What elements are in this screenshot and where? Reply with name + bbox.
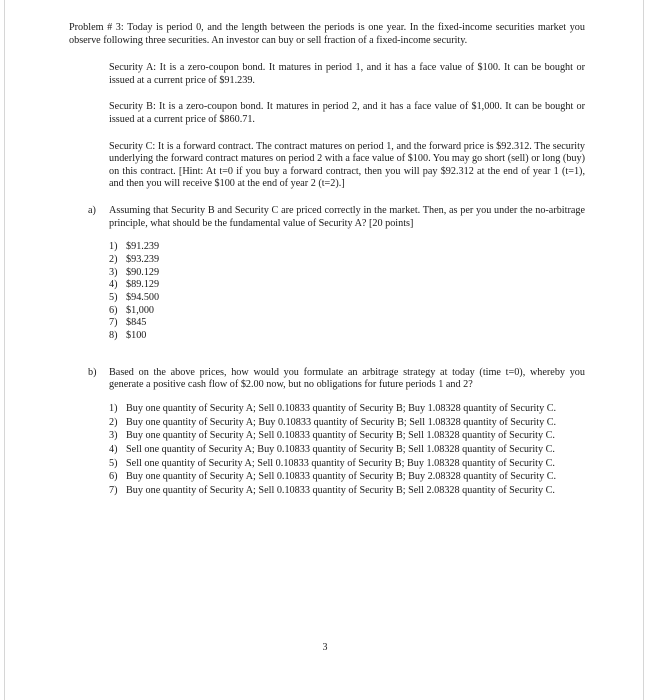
security-a-description: Security A: It is a zero-coupon bond. It matures in period 1, and it has a face value of $100. It can be bought or issued at a current price of $91.239. [109, 62, 585, 86]
option-b-3: 3) Buy one quantity of Security A; Sell 0.10833 quantity of Security B; Sell 1.08328 quantity of Security C. [109, 430, 555, 442]
page-number: 3 [322, 642, 328, 653]
option-a-6: 6) $1,000 [109, 304, 155, 316]
question-a-label: a) [88, 204, 96, 216]
problem-intro: Problem # 3: Today is period 0, and the length between the periods is one year. In the fixed-income securities market you observe following three securities. An investor can buy or sell fraction of a fixed-income security. [69, 22, 585, 46]
option-b-7: 7) Buy one quantity of Security A; Sell 0.10833 quantity of Security B; Sell 2.08328 quantity of Security C. [109, 485, 555, 497]
option-a-5: 5) $94.500 [109, 291, 160, 303]
page-content [69, 22, 585, 499]
question-b-label: b) [88, 366, 97, 378]
question-a-text: Assuming that Security B and Security C are priced correctly in the market. Then, as per you under the no-arbitrage principle, what should be the fundamental value of Security A? [20 points] [109, 204, 585, 229]
option-b-6: 6) Buy one quantity of Security A; Sell 0.10833 quantity of Security B; Buy 2.08328 quantity of Security C. [109, 471, 557, 483]
option-b-2: 2) Buy one quantity of Security A; Buy 0.10833 quantity of Security B; Sell 1.08328 quantity of Security C. [109, 416, 557, 428]
option-a-4: 4) $89.129 [109, 279, 160, 291]
question-b-options [109, 403, 585, 498]
question-b [88, 366, 585, 392]
security-b-description: Security B: It is a zero-coupon bond. It matures in period 2, and it has a face value of $1,000. It can be bought or issued at a current price of $860.71. [109, 101, 585, 125]
question-b-text: Based on the above prices, how would you formulate an arbitrage strategy at today (time t=0), whereby you generate a positive cash flow of $2.00 now, but no obligations for future periods 1 and 2? [109, 366, 585, 391]
question-a [88, 204, 585, 230]
option-b-4: 4) Sell one quantity of Security A; Buy 0.10833 quantity of Security B; Sell 1.08328 quantity of Security C. [109, 444, 555, 456]
option-a-8: 8) $100 [109, 330, 147, 342]
option-a-2: 2) $93.239 [109, 253, 160, 265]
question-a-options [109, 241, 585, 343]
option-a-3: 3) $90.129 [109, 266, 160, 278]
option-a-1: 1) $91.239 [109, 241, 160, 253]
document-page [4, 0, 644, 700]
option-a-7: 7) $845 [109, 317, 147, 329]
security-c-description: Security C: It is a forward contract. The contract matures on period 1, and the forward price is $92.312. The security underlying the forward contract matures on period 2 with a face value of $100. You may go short (sell) or long (buy) on this contract. [Hint: At t=0 if you buy a forward contract, then you will pay $92.312 at the end of year 1 (t=1), and then you will receive $100 at the end of year 2 (t=2).] [109, 140, 585, 190]
option-b-5: 5) Sell one quantity of Security A; Sell 0.10833 quantity of Security B; Buy 1.08328 quantity of Security C. [109, 457, 555, 469]
option-b-1: 1) Buy one quantity of Security A; Sell 0.10833 quantity of Security B; Buy 1.08328 quantity of Security C. [109, 402, 557, 414]
